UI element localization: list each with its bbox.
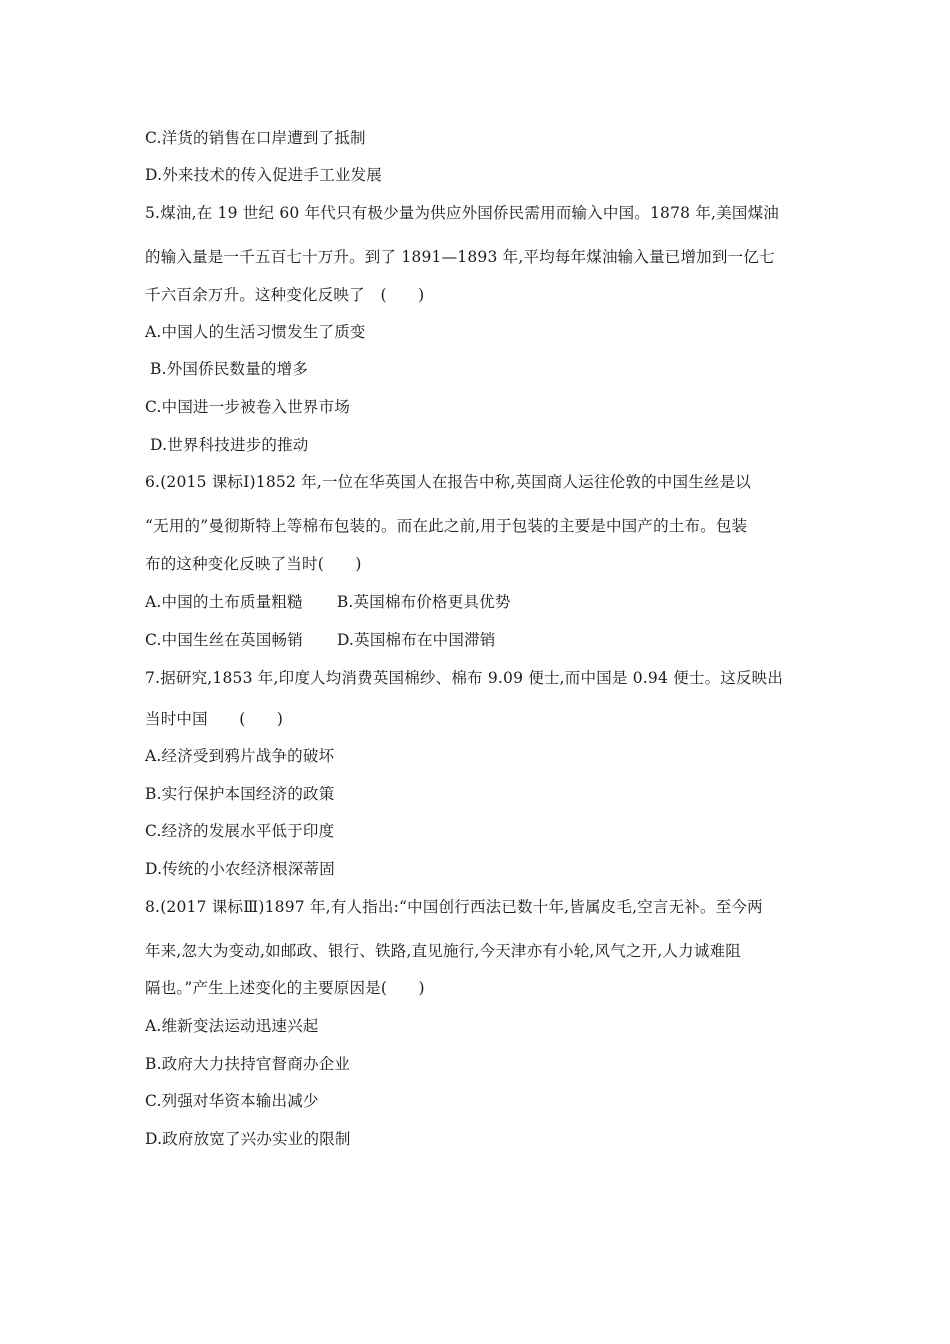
q5-stem-line-1: 5.煤油,在 19 世纪 60 年代只有极少量为供应外国侨民需用而输入中国。1878 年,美国煤油 xyxy=(145,204,779,222)
q5-option-b: B.外国侨民数量的增多 xyxy=(150,360,309,378)
q8-option-c: C.列强对华资本输出减少 xyxy=(145,1092,319,1110)
q8-stem-line-3: 隔也。”产生上述变化的主要原因是( ) xyxy=(145,979,425,997)
q7-stem-line-1: 7.据研究,1853 年,印度人均消费英国棉纱、棉布 9.09 便士,而中国是 0.94 便士。这反映出 xyxy=(145,669,784,687)
q5-option-a: A.中国人的生活习惯发生了质变 xyxy=(145,323,366,341)
q4-option-d: D.外来技术的传入促进手工业发展 xyxy=(145,166,383,184)
q7-option-b: B.实行保护本国经济的政策 xyxy=(145,785,335,803)
q6-options-row-2 xyxy=(145,630,495,650)
q7-option-d: D.传统的小农经济根深蒂固 xyxy=(145,860,335,878)
q5-option-c: C.中国进一步被卷入世界市场 xyxy=(145,398,351,416)
q6-stem-line-2: “无用的”曼彻斯特上等棉布包装的。而在此之前,用于包装的主要是中国产的土布。包装 xyxy=(145,517,748,535)
q6-stem-line-1: 6.(2015 课标Ⅰ)1852 年,一位在华英国人在报告中称,英国商人运往伦敦的中国生丝是以 xyxy=(145,473,752,491)
q8-option-d: D.政府放宽了兴办实业的限制 xyxy=(145,1130,351,1148)
q7-option-a: A.经济受到鸦片战争的破坏 xyxy=(145,747,335,765)
q7-option-c: C.经济的发展水平低于印度 xyxy=(145,822,335,840)
q5-stem-line-2: 的输入量是一千五百七十万升。到了 1891—1893 年,平均每年煤油输入量已增加到一亿七 xyxy=(145,248,775,266)
q6-option-c: C.中国生丝在英国畅销 xyxy=(145,631,303,649)
q6-option-d: D.英国棉布在中国滞销 xyxy=(336,631,496,649)
q6-option-b: B.英国棉布价格更具优势 xyxy=(336,593,511,611)
q8-stem-line-1: 8.(2017 课标Ⅲ)1897 年,有人指出:“中国创行西法已数十年,皆属皮毛,空言无补。至今两 xyxy=(145,898,763,916)
q5-stem-line-3: 千六百余万升。这种变化反映了 ( ) xyxy=(145,286,425,304)
q6-option-a: A.中国的土布质量粗糙 xyxy=(145,593,303,611)
q7-stem-line-2: 当时中国 ( ) xyxy=(145,710,284,728)
q6-options-row-1 xyxy=(145,592,511,612)
q8-option-a: A.维新变法运动迅速兴起 xyxy=(145,1017,319,1035)
q8-stem-line-2: 年来,忽大为变动,如邮政、银行、铁路,直见施行,今天津亦有小轮,风气之开,人力诚难阻 xyxy=(145,942,741,960)
q5-option-d: D.世界科技进步的推动 xyxy=(150,436,309,454)
q4-option-c: C.洋货的销售在口岸遭到了抵制 xyxy=(145,129,366,147)
q6-stem-line-3: 布的这种变化反映了当时( ) xyxy=(145,555,362,573)
q8-option-b: B.政府大力扶持官督商办企业 xyxy=(145,1055,351,1073)
